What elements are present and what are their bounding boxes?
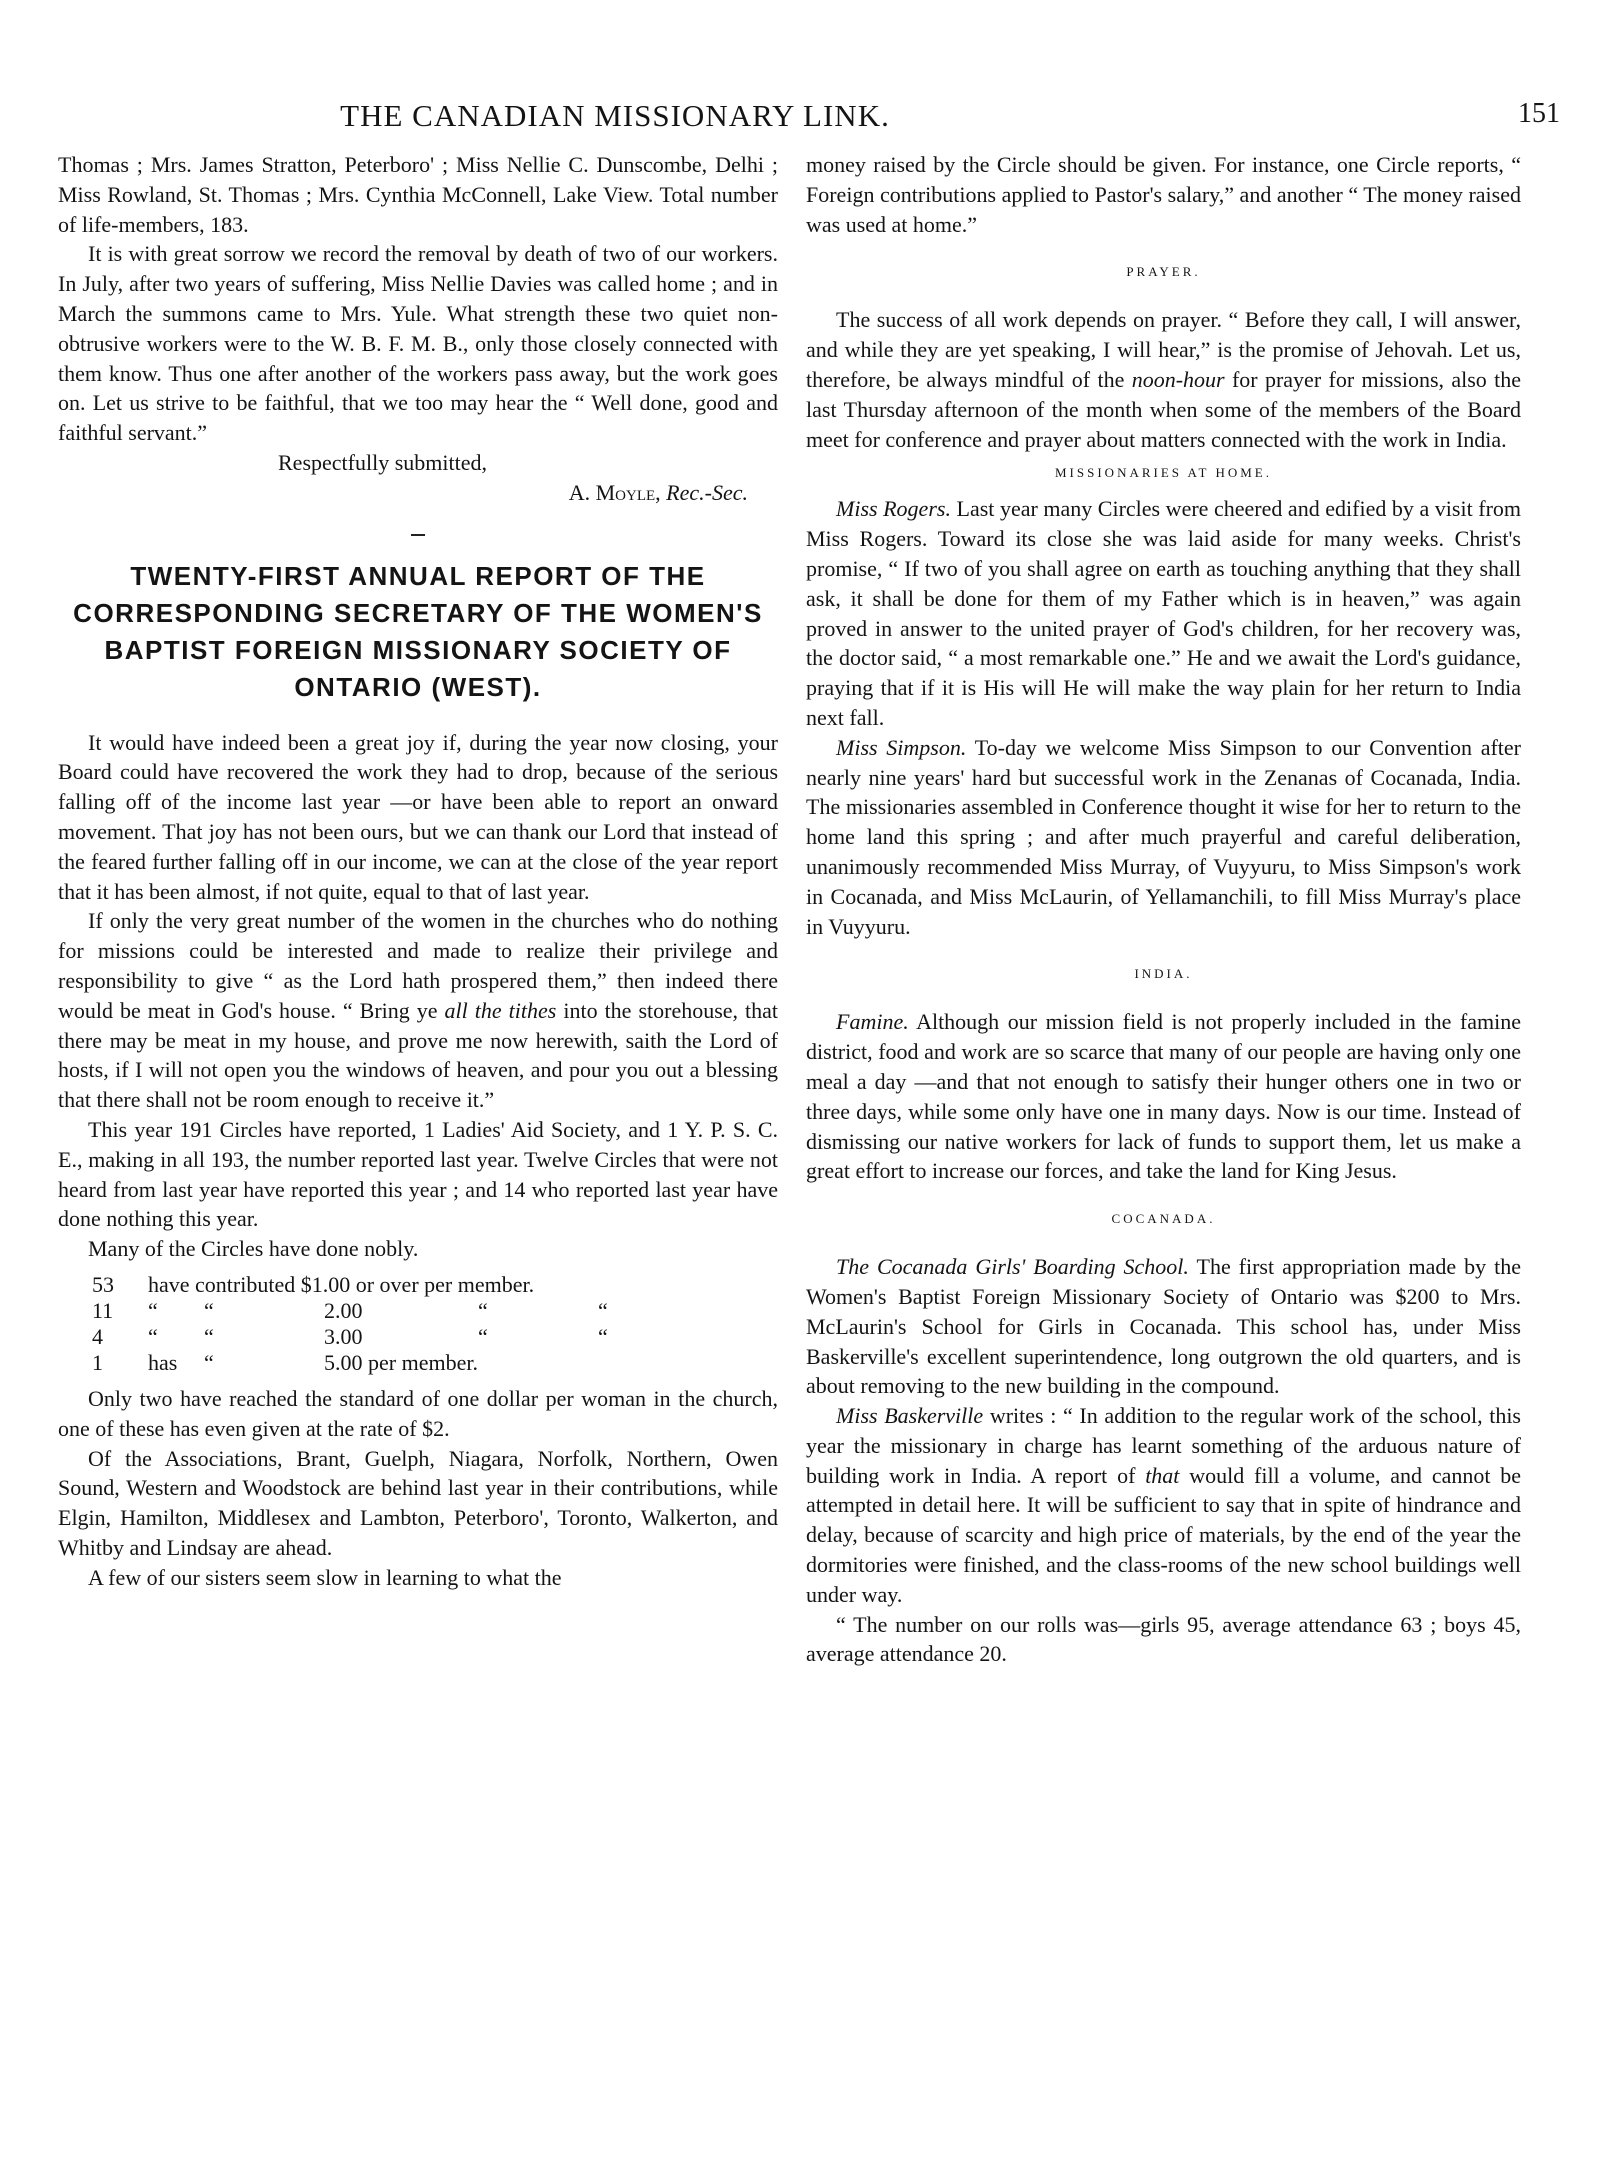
paragraph-associations: Of the Associations, Brant, Guelph, Niagara, Norfolk, Northern, Owen Sound, Western and Woodstock are behind last year in their contributions, while Elgin, Hamilton, Middlesex and Lambton, Peterboro', Toronto, Walkerton, and Whitby and Lindsay are ahead. bbox=[58, 1445, 778, 1560]
section-heading-prayer: PRAYER. bbox=[1126, 264, 1201, 280]
paragraph-prayer: The success of all work depends on prayer. “ Before they call, I will answer, and while they are yet speaking, I will hear,” is the promise of Jehovah. Let us, therefore, be always mindful of the noon-hour for prayer for missions, also the last Thursday afternoon of the month when some of the members of the Board meet for conference and prayer about matters connected with the work in India. bbox=[806, 307, 1522, 452]
paragraph-boarding-school: The Cocanada Girls' Boarding School. The first appropriation made by the Women's Baptist Foreign Missionary Society of Ontario was $200 to Mrs. McLaurin's School for Girls in Cocanada. This school has, under Miss Baskerville's excellent superintendence, long outgrown the old quarters, and is about removing to the new building in the compound. bbox=[806, 1254, 1521, 1399]
run-in-miss-baskerville: Miss Baskerville bbox=[836, 1403, 984, 1429]
run-in-miss-simpson: Miss Simpson. bbox=[836, 734, 967, 760]
page-number: 151 bbox=[1518, 98, 1560, 129]
journal-title: THE CANADIAN MISSIONARY LINK. bbox=[340, 98, 890, 133]
divider bbox=[58, 524, 778, 536]
paragraph-tithes: If only the very great number of the women in the churches who do nothing for missions could be interested and made to realize their privilege and responsibility to give “ as the Lord hath prospered them,” then indeed there would be meat in God's house. “ Bring ye all the tithes into the storehouse, that there may be meat in my house, and prove me now herewith, saith the Lord of hosts, if I will not open you the windows of heaven, and pour you out a blessing that there shall not be room enough to receive it.” bbox=[58, 908, 779, 1113]
right-column bbox=[806, 150, 1521, 1669]
paragraph-standard: Only two have reached the standard of one dollar per woman in the church, one of these has even given at the rate of $2. bbox=[58, 1385, 778, 1441]
paragraph-famine: Famine. Although our mission field is not properly included in the famine district, food and work are so scarce that many of our people are having only one meal a day —and that not enough to satisfy their hunger others one in two or three days, while some only have one in many days. Now is our time. Instead of dismissing our native workers for lack of funds to support them, let us make a great effort to increase our forces, and take the land for King Jesus. bbox=[806, 1009, 1521, 1184]
signature-name: A. Moyle, bbox=[568, 479, 661, 505]
report-title: TWENTY-FIRST ANNUAL REPORT OF THE CORRESPONDING SECRETARY OF THE WOMEN'S BAPTIST FOREIGN MISSIONARY SOCIETY OF ONTARIO (WEST). bbox=[73, 560, 763, 702]
run-in-miss-rogers: Miss Rogers. bbox=[836, 496, 951, 522]
emphasis-that: that bbox=[1145, 1462, 1180, 1488]
signature bbox=[58, 478, 778, 508]
paragraph-miss-rogers: Miss Rogers. Last year many Circles were cheered and edified by a visit from Miss Rogers. Toward its close she was laid aside for many weeks. Christ's promise, “ If two of you shall agree on earth as touching anything that they shall ask, it shall be done for them of my Father which is in heaven,” was again proved in answer to the united prayer of God's children, for her recovery was, the doctor said, “ a most remarkable one.” He and we await the Lord's guidance, praying that if it is His will He will make the way plain for her return to India next fall. bbox=[806, 496, 1522, 730]
paragraph-life-members: Thomas ; Mrs. James Stratton, Peterboro' ; Miss Nellie C. Dunscombe, Delhi ; Miss Rowland, St. Thomas ; Mrs. Cynthia McConnell, Lake View. Total number of life-members, 183. bbox=[58, 152, 778, 237]
table-row: 1 has “ 5.00 per member. bbox=[92, 1349, 478, 1375]
paragraph-done-nobly: Many of the Circles have done nobly. bbox=[88, 1236, 419, 1262]
section-heading-missionaries: MISSIONARIES AT HOME. bbox=[1055, 465, 1272, 481]
paragraph-money-raised: money raised by the Circle should be given. For instance, one Circle reports, “ Foreign contributions applied to Pastor's salary,” and another “ The money raised was used at home.” bbox=[806, 152, 1521, 237]
signature-title: Rec.-Sec. bbox=[666, 479, 748, 505]
paragraph-circles-reported: This year 191 Circles have reported, 1 Ladies' Aid Society, and 1 Y. P. S. C. E., making in all 193, the number reported last year. Twelve Circles that were not heard from last year have reported this year ; and 14 who reported last year have done nothing this year. bbox=[58, 1116, 778, 1232]
section-heading-india: INDIA. bbox=[1134, 966, 1193, 982]
table-row: 4 “ “ 3.00 “ “ bbox=[92, 1323, 608, 1349]
table-row: 11 “ “ 2.00 “ “ bbox=[92, 1297, 608, 1323]
table-row: 53 have contributed $1.00 or over per member. bbox=[92, 1271, 535, 1297]
paragraph-rolls: “ The number on our rolls was—girls 95, average attendance 63 ; boys 45, average attendance 20. bbox=[806, 1611, 1521, 1667]
emphasis-all-the-tithes: all the tithes bbox=[444, 997, 557, 1023]
left-column bbox=[58, 150, 778, 1592]
run-in-famine: Famine. bbox=[836, 1009, 909, 1035]
run-in-boarding-school: The Cocanada Girls' Boarding School. bbox=[836, 1254, 1189, 1280]
running-head bbox=[60, 98, 1560, 142]
paragraph-removal-by-death: It is with great sorrow we record the removal by death of two of our workers. In July, after two years of suffering, Miss Nellie Davies was called home ; and in March the summons came to Mrs. Yule. What strength these two quiet non-obtrusive workers were to the W. B. F. M. B., only those closely connected with them know. Thus one after another of the workers pass away, but the work goes on. Let us strive to be faithful, that we too may hear the “ Well done, good and faithful servant.” bbox=[58, 241, 778, 446]
signoff: Respectfully submitted, bbox=[278, 449, 487, 475]
paragraph-miss-baskerville: Miss Baskerville writes : “ In addition to the regular work of the school, this year the missionary in charge has learnt something of the arduous nature of building work in India. A report of that would fill a volume, and cannot be attempted in detail here. It will be sufficient to say that in spite of hindrance and delay, because of scarcity and high price of materials, by the end of the year the dormitories were finished, and the class-rooms of the new school buildings well under way. bbox=[806, 1403, 1522, 1607]
contribution-table bbox=[92, 1272, 778, 1376]
section-heading-cocanada: COCANADA. bbox=[1111, 1211, 1216, 1227]
emphasis-noon-hour: noon-hour bbox=[1131, 366, 1225, 392]
paragraph-sisters: A few of our sisters seem slow in learning to what the bbox=[88, 1564, 562, 1590]
paragraph-miss-simpson: Miss Simpson. To-day we welcome Miss Simpson to our Convention after nearly nine years' hard but successful work in the Zenanas of Cocanada, India. The missionaries assembled in Conference thought it wise for her to return to the home land this spring ; and after much prayerful and careful deliberation, unanimously recommended Miss Murray, of Vuyyuru, to Miss Simpson's work in Cocanada, and Miss McLaurin, of Yellamanchili, to fill Miss Murray's place in Vuyyuru. bbox=[806, 734, 1521, 939]
paragraph-great-joy: It would have indeed been a great joy if, during the year now closing, your Board could have recovered the work they had to drop, because of the serious falling off of the income last year —or have been able to report an onward movement. That joy has not been ours, but we can thank our Lord that instead of the feared further falling off in our income, we can at the close of the year report that it has been almost, if not quite, equal to that of last year. bbox=[58, 729, 778, 904]
